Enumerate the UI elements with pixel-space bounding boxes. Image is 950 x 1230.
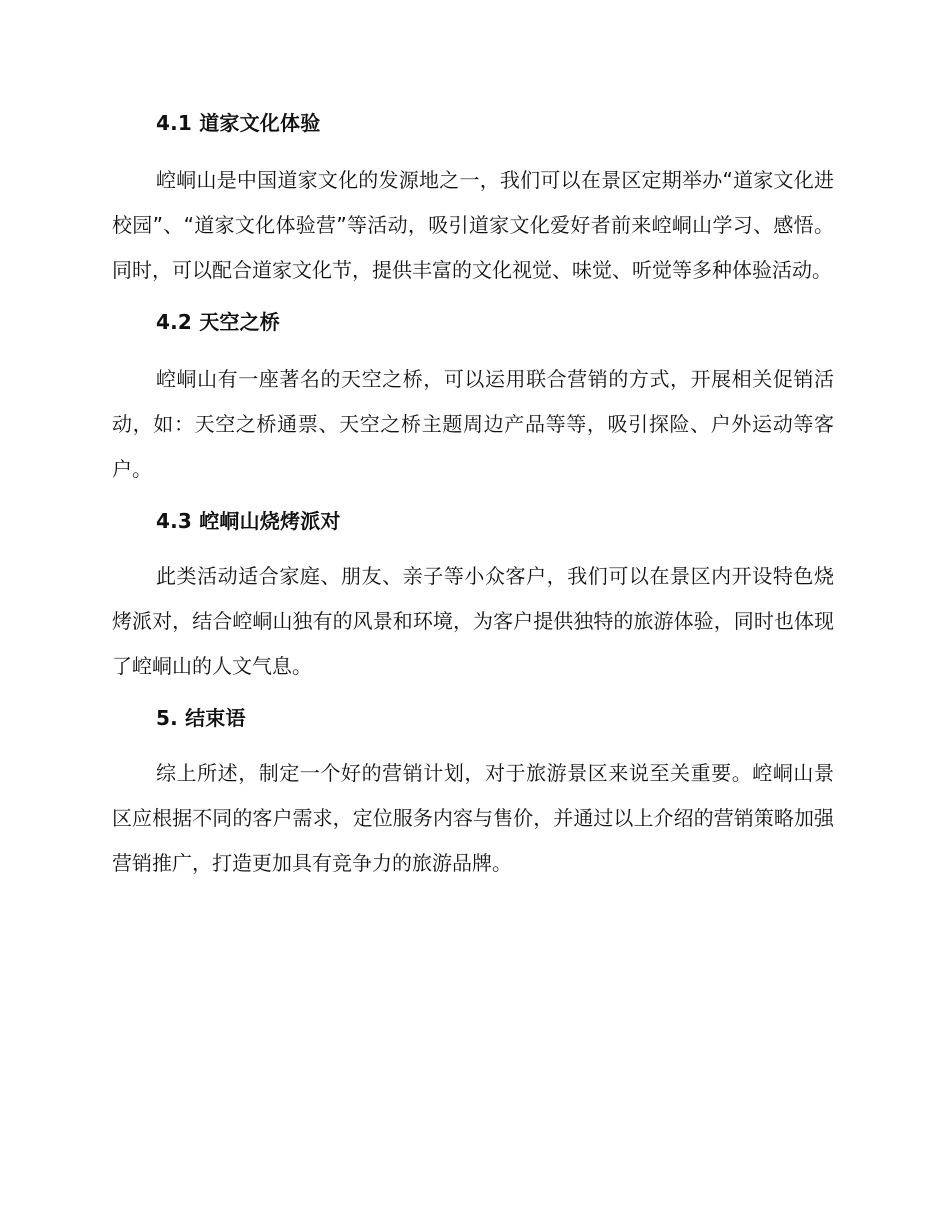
section-heading: 4.1 道家文化体验 bbox=[156, 111, 321, 135]
section-sky-bridge bbox=[112, 307, 834, 492]
section-heading: 4.3 崆峒山烧烤派对 bbox=[156, 509, 341, 533]
section-paragraph: 崆峒山有一座著名的天空之桥，可以运用联合营销的方式，开展相关促销活动，如：天空之桥通票、天空之桥主题周边产品等等，吸引探险、户外运动等客户。 bbox=[112, 367, 834, 481]
section-paragraph: 此类活动适合家庭、朋友、亲子等小众客户，我们可以在景区内开设特色烧烤派对，结合崆峒山独有的风景和环境，为客户提供独特的旅游体验，同时也体现了崆峒山的人文气息。 bbox=[112, 564, 834, 678]
section-heading: 5. 结束语 bbox=[156, 706, 246, 730]
section-daoist-culture bbox=[112, 108, 834, 293]
section-conclusion bbox=[112, 703, 834, 886]
section-paragraph: 综上所述，制定一个好的营销计划，对于旅游景区来说至关重要。崆峒山景区应根据不同的客户需求，定位服务内容与售价，并通过以上介绍的营销策略加强营销推广，打造更加具有竞争力的旅游品牌。 bbox=[112, 761, 834, 875]
section-heading: 4.2 天空之桥 bbox=[156, 310, 280, 334]
section-paragraph: 崆峒山是中国道家文化的发源地之一，我们可以在景区定期举办“道家文化进校园”、“道家文化体验营”等活动，吸引道家文化爱好者前来崆峒山学习、感悟。同时，可以配合道家文化节，提供丰富的文化视觉、味觉、听觉等多种体验活动。 bbox=[112, 168, 834, 282]
section-bbq-party bbox=[112, 506, 834, 689]
document-content bbox=[112, 108, 834, 900]
